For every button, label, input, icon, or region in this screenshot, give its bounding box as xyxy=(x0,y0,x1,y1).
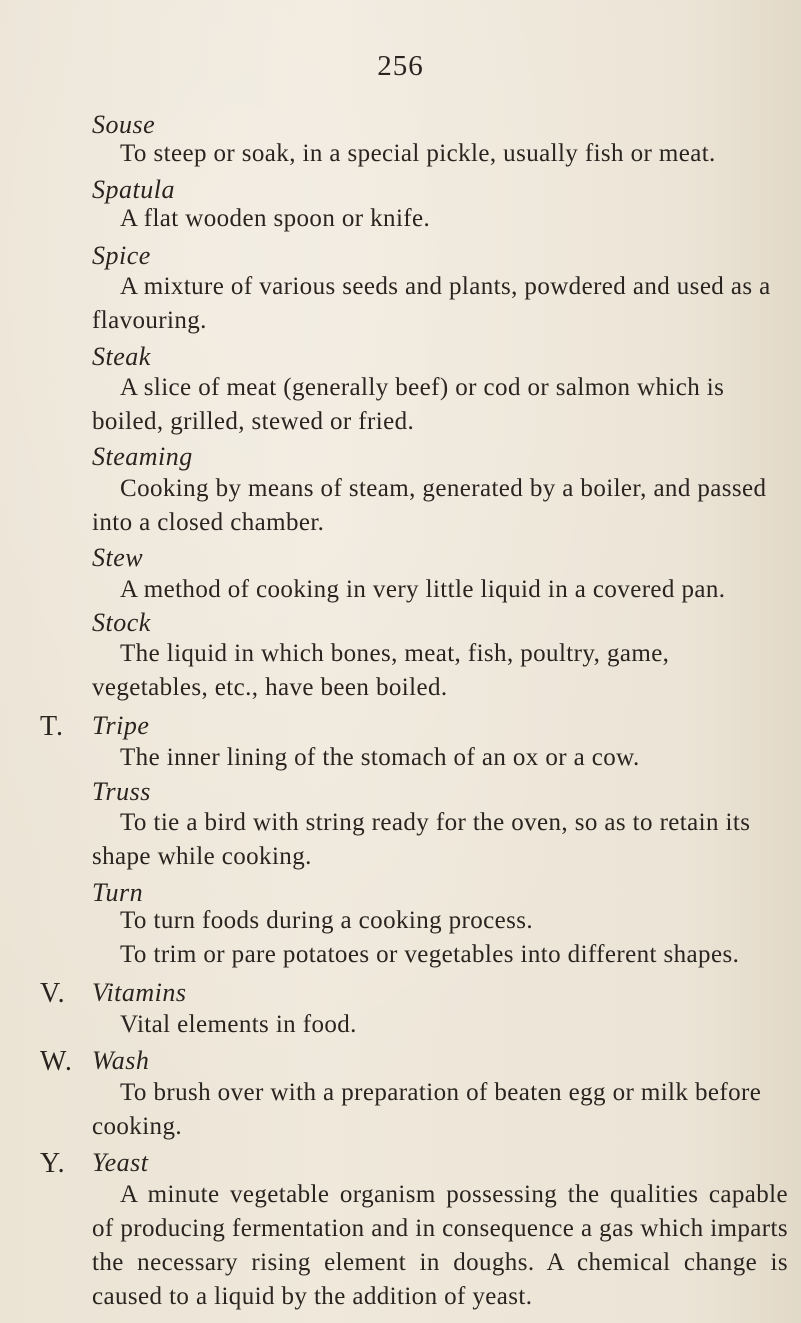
section-letter: V. xyxy=(40,978,66,1009)
entry-term: Wash xyxy=(92,1046,150,1075)
entry-definition: Cooking by means of steam, generated by a boiler, and passed into a closed chamber. xyxy=(92,475,767,536)
entry-term: Stock xyxy=(92,608,151,637)
entry-definition: The inner lining of the stomach of an ox or a cow. xyxy=(120,744,640,771)
entry-definition: Vital elements in food. xyxy=(120,1011,357,1038)
entry-definition: To steep or soak, in a special pickle, usually fish or meat. xyxy=(120,140,716,167)
entry-definition: The liquid in which bones, meat, fish, poultry, game, vegetables, etc., have been boiled. xyxy=(92,640,670,701)
entry-definition: A minute vegetable organism possessing the qualities capable of producing fermentation and in consequence a gas which imparts the necessary rising element in doughs. A chemical change is caused to a liquid by the addition of yeast. xyxy=(92,1181,788,1310)
entry-term: Vitamins xyxy=(92,978,187,1007)
section-letter: Y. xyxy=(40,1148,66,1179)
entry-term: Spice xyxy=(92,241,151,270)
entry-term: Steak xyxy=(92,342,151,371)
entry-term: Tripe xyxy=(92,711,150,740)
entry-term: Turn xyxy=(92,878,144,907)
entry-term: Steaming xyxy=(92,442,193,471)
entry-definition: To tie a bird with string ready for the oven, so as to retain its shape while cooking. xyxy=(92,809,751,870)
entry-definition: A method of cooking in very little liquid in a covered pan. xyxy=(120,576,726,603)
entry-definition: A slice of meat (generally beef) or cod or salmon which is boiled, grilled, stewed or fried. xyxy=(92,374,725,435)
entry-definition: To turn foods during a cooking process. xyxy=(120,907,534,934)
entry-term: Spatula xyxy=(92,175,175,204)
entry-definition: A flat wooden spoon or knife. xyxy=(120,205,431,232)
entry-definition-second: To trim or pare potatoes or vegetables into different shapes. xyxy=(120,941,740,968)
entry-term: Souse xyxy=(92,110,156,139)
entry-definition: A mixture of various seeds and plants, powdered and used as a flavouring. xyxy=(92,273,771,334)
page-number: 256 xyxy=(377,50,424,82)
entry-definition: To brush over with a preparation of beaten egg or milk before cooking. xyxy=(92,1079,762,1140)
entry-term: Truss xyxy=(92,777,151,806)
entry-term: Stew xyxy=(92,543,144,572)
entry-term: Yeast xyxy=(92,1148,149,1177)
section-letter: W. xyxy=(40,1046,73,1077)
section-letter: T. xyxy=(40,711,65,742)
